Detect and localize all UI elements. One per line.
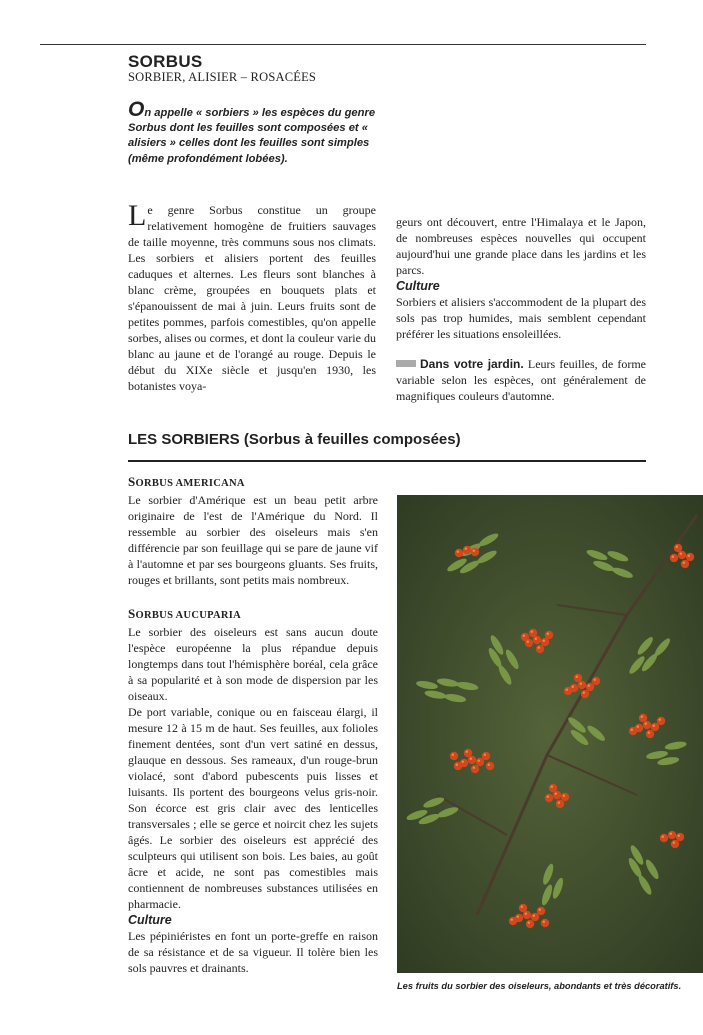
- lead-paragraph: [128, 98, 378, 167]
- garden-label: Dans votre jardin.: [420, 357, 524, 371]
- intro-dropcap: L: [128, 199, 147, 232]
- top-rule: [40, 44, 646, 45]
- species-name-rest: ORBUS AUCUPARIA: [135, 610, 242, 621]
- culture-heading: Culture: [396, 279, 440, 293]
- intro-column-1: [128, 199, 376, 394]
- species-heading-aucuparia: [128, 606, 378, 624]
- aucuparia-culture-heading: Culture: [128, 913, 172, 927]
- common-names: SORBIER, ALISIER – ROSACÉES: [128, 70, 317, 84]
- species-initial: S: [128, 474, 136, 489]
- gray-marker: [396, 360, 416, 367]
- section-rule: [128, 460, 646, 462]
- intro-column-2: [396, 214, 646, 404]
- species-text-aucuparia: Le sorbier des oiseleurs est sans aucun doute l'espèce européenne la plus répandue depuis longtemps dans tout l'hémisphère boréal, cela grâce à sa popularité et à son mode de dispersion par les oiseaux.: [128, 625, 378, 703]
- species-initial: S: [128, 606, 136, 621]
- genus-title: SORBUS: [128, 52, 203, 71]
- species-column: [128, 474, 378, 976]
- species-heading-americana: [128, 474, 378, 492]
- species-text-aucuparia-2: De port variable, conique ou en faisceau élargi, il mesure 12 à 15 m de haut. Ses feuilles, aux folioles finement dentées, sont d'un vert satiné en dessus, glauque en dessous. Ses rameaux, d'un rouge-brun violacé, sont d'abord pubescents puis lisses et luisants. Ils portent des bourgeons velus gris-noir. Son écorce est gris clair avec des lenticelles transversales ; elle se gerce et noircit chez les sujets âgés. Le sorbier des oiseleurs est apprécié des sculpteurs qui utilisent son bois. Les baies, au goût âcre et acide, ne sont pas comestibles mais contiennent de nombreuses substances utilisées en pharmacie.: [128, 705, 378, 911]
- photo-caption: Les fruits du sorbier des oiseleurs, abondants et très décoratifs.: [397, 981, 682, 991]
- lead-text: n appelle « sorbiers » les espèces du genre Sorbus dont les feuilles sont composées et « alisiers » celles dont les feuilles sont simples (même profondément lobées).: [128, 107, 376, 165]
- species-name-rest: ORBUS AMERICANA: [135, 478, 245, 489]
- section-title: LES SORBIERS (Sorbus à feuilles composées): [128, 431, 461, 448]
- intro-text: e genre Sorbus constitue un groupe relativement homogène de fruitiers sauvages de taille moyenne, très communs sous nos climats. Les sorbiers et alisiers portent des feuilles caduques et alternes. Les fleurs sont blanches à blanc crème, groupées en bouquets plats et s'épanouissent de mai à juin. Leurs fruits sont de petites pommes, parfois comestibles, qu'on appelle sorbes, alises ou cormes, et dont la couleur varie du blanc au jaune et de l'orangé au rouge. Depuis le début du XIXe siècle et jusqu'en 1930, les botanistes voya-: [128, 203, 376, 393]
- culture-text: Sorbiers et alisiers s'accommodent de la plupart des sols pas trop humides, mais semblent cependant préférer les situations ensoleillées.: [396, 295, 646, 341]
- lead-dropcap: O: [128, 98, 145, 121]
- intro-paragraph: [128, 199, 376, 394]
- garden-paragraph: [396, 356, 646, 404]
- species-text-americana: Le sorbier d'Amérique est un beau petit arbre originaire de l'est de l'Amérique du Nord. Il ressemble au sorbier des oiseleurs mais s'en différencie par son feuillage qui se pare de jaune vif à l'automne et par ses bourgeons gluants. Ses fruits, rouges et brillants, sont petits mais nombreux.: [128, 493, 378, 587]
- rowan-photo: [397, 495, 703, 973]
- intro-continued: geurs ont découvert, entre l'Himalaya et le Japon, de nombreuses espèces nouvelles qui occupent aujourd'hui une grande place dans les jardins et les parcs.: [396, 215, 646, 277]
- garden-text: Leurs feuilles, de forme variable selon les espèces, ont généralement de magnifiques couleurs d'automne.: [396, 357, 646, 403]
- aucuparia-culture-text: Les pépiniéristes en font un porte-greffe en raison de sa résistance et de sa vigueur. Il tolère bien les sols pauvres et drainants.: [128, 929, 378, 975]
